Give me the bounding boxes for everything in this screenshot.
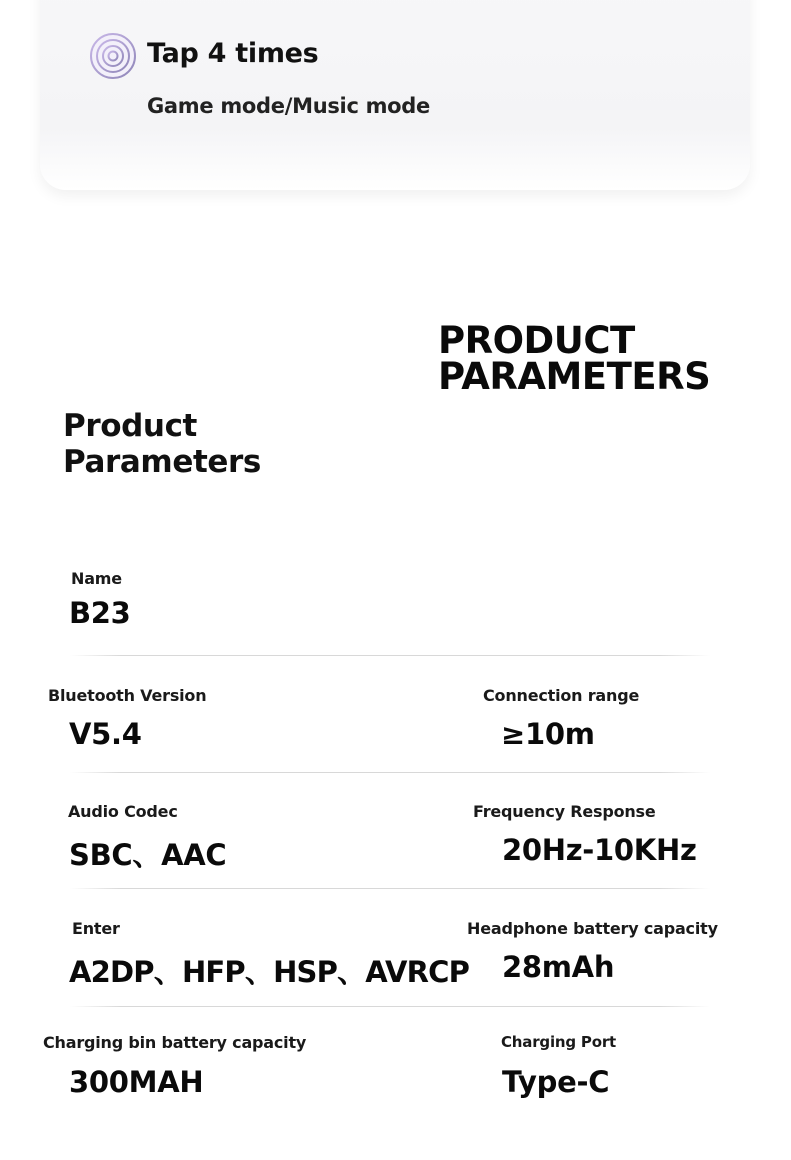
divider: [70, 655, 710, 656]
param-bin-battery-label: Charging bin battery capacity: [43, 1033, 307, 1052]
heading-upper-line-1: PRODUCT: [438, 319, 635, 362]
heading-mixed-line-2: Parameters: [63, 444, 261, 480]
heading-mixed: [63, 408, 261, 480]
divider: [70, 888, 710, 889]
concentric-circles-icon: [89, 32, 137, 80]
param-enter-label: Enter: [72, 919, 120, 938]
divider: [70, 1006, 710, 1007]
param-bin-battery-value: 300MAH: [69, 1065, 204, 1099]
heading-mixed-line-1: Product: [63, 408, 197, 444]
param-name-value: B23: [69, 596, 131, 630]
param-bluetooth-value: V5.4: [69, 717, 142, 751]
param-codec-label: Audio Codec: [68, 802, 178, 821]
param-port-label: Charging Port: [501, 1033, 616, 1051]
param-headphone-battery-label: Headphone battery capacity: [467, 919, 718, 938]
heading-upper-line-2: PARAMETERS: [438, 355, 711, 398]
param-frequency-label: Frequency Response: [473, 802, 656, 821]
param-codec-value: SBC、AAC: [69, 838, 227, 872]
param-name-label: Name: [71, 569, 122, 588]
heading-upper: [438, 319, 711, 398]
tap-subtitle: Game mode/Music mode: [147, 94, 430, 118]
param-enter-value: A2DP、HFP、HSP、AVRCP: [69, 955, 470, 989]
param-range-value: ≥10m: [501, 717, 595, 751]
param-frequency-value: 20Hz-10KHz: [502, 833, 697, 867]
param-range-label: Connection range: [483, 686, 640, 705]
param-bluetooth-label: Bluetooth Version: [48, 686, 207, 705]
param-port-value: Type-C: [502, 1065, 610, 1099]
param-headphone-battery-value: 28mAh: [502, 950, 615, 984]
divider: [70, 772, 710, 773]
tap-title: Tap 4 times: [147, 38, 319, 69]
